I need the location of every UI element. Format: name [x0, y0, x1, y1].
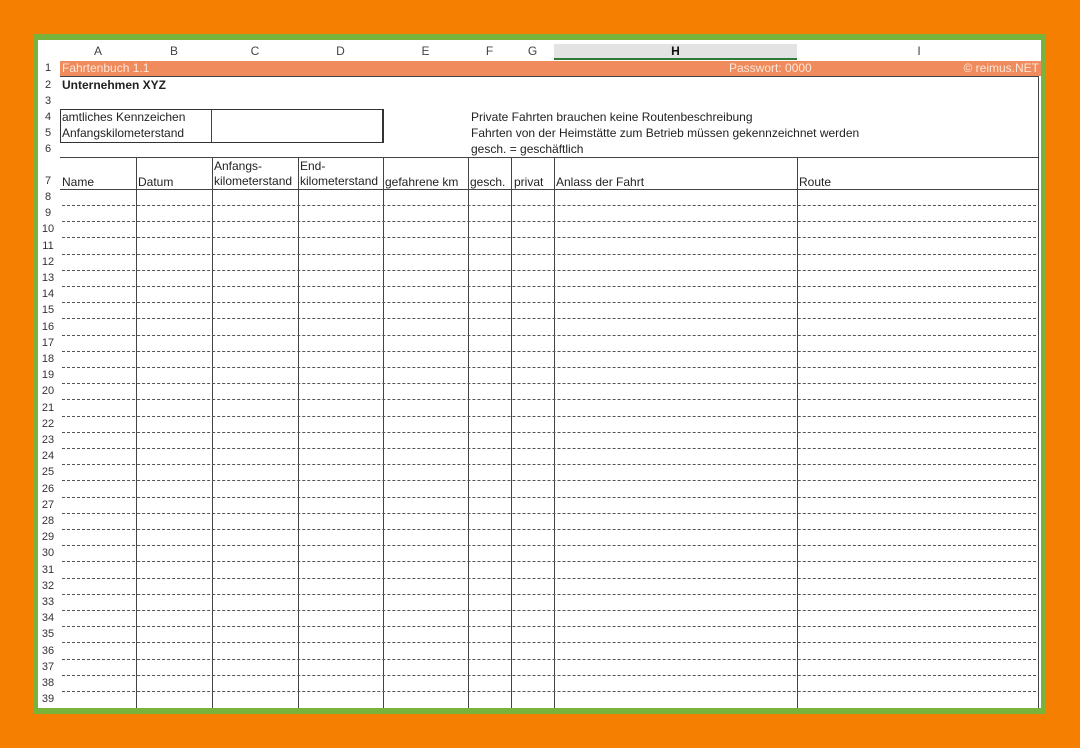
table-row-line [62, 675, 1036, 676]
table-row-line [62, 545, 1036, 546]
table-row-line [62, 513, 1036, 514]
header-gesch: gesch. [470, 175, 506, 189]
row-number[interactable]: 9 [44, 207, 52, 220]
row-number[interactable]: 26 [41, 482, 55, 495]
row-number[interactable]: 17 [41, 336, 55, 349]
table-row-line [62, 286, 1036, 287]
table-row-line [62, 383, 1036, 384]
header-anfangs-bottom: kilometerstand [214, 174, 293, 188]
table-row-line [62, 626, 1036, 627]
column-header-h[interactable]: H [554, 44, 797, 60]
header-anlass: Anlass der Fahrt [556, 175, 645, 189]
table-row-line [62, 529, 1036, 530]
table-row-line [62, 318, 1036, 319]
table-row-line [62, 351, 1036, 352]
row-number[interactable]: 36 [41, 644, 55, 657]
note-abbrev: gesch. = geschäftlich [471, 142, 584, 156]
header-route: Route [799, 175, 832, 189]
row-number[interactable]: 11 [42, 239, 54, 252]
table-row-line [62, 578, 1036, 579]
plate-label: amtliches Kennzeichen [62, 110, 186, 124]
row-number[interactable]: 4 [44, 111, 52, 123]
row-number[interactable]: 37 [41, 660, 55, 673]
table-row-line [62, 221, 1036, 222]
row-2-divider [60, 76, 1039, 77]
table-row-line [62, 335, 1036, 336]
row-number[interactable]: 21 [41, 401, 55, 414]
table-row-line [62, 254, 1036, 255]
column-header-b[interactable]: B [169, 44, 178, 58]
row-number[interactable]: 27 [41, 498, 55, 511]
table-header-bottom [60, 189, 1039, 190]
column-header-f[interactable]: F [485, 44, 494, 58]
table-row-line [62, 432, 1036, 433]
plate-input[interactable] [211, 109, 383, 143]
copyright: © reimus.NET [963, 61, 1039, 75]
row-number[interactable]: 1 [44, 62, 52, 74]
row-number[interactable]: 8 [44, 191, 52, 203]
row-number[interactable]: 33 [41, 596, 55, 608]
row-number[interactable]: 29 [41, 531, 55, 544]
table-top-border [60, 157, 1039, 158]
row-number[interactable]: 38 [41, 677, 55, 689]
row-number[interactable]: 39 [41, 693, 55, 706]
row-number[interactable]: 3 [44, 95, 52, 107]
header-name: Name [62, 175, 95, 189]
table-row-line [62, 416, 1036, 417]
row-number[interactable]: 35 [41, 628, 55, 641]
note-home: Fahrten von der Heimstätte zum Betrieb müssen gekennzeichnet werden [471, 126, 860, 140]
column-header-i[interactable]: I [917, 44, 921, 58]
note-private: Private Fahrten brauchen keine Routenbeschreibung [471, 110, 753, 124]
row-number[interactable]: 28 [41, 515, 55, 527]
row-number[interactable]: 12 [41, 255, 55, 268]
table-row-line [62, 497, 1036, 498]
row-number[interactable]: 16 [41, 320, 55, 333]
header-anfangs-top: Anfangs- [214, 159, 263, 173]
app-title: Fahrtenbuch 1.1 [62, 61, 150, 75]
row-number[interactable]: 2 [44, 79, 52, 91]
table-row-line [62, 464, 1036, 465]
table-row-line [62, 367, 1036, 368]
table-row-line [62, 642, 1036, 643]
header-datum: Datum [138, 175, 174, 189]
table-row-line [62, 561, 1036, 562]
title-bar [60, 61, 1041, 76]
table-row-line [62, 659, 1036, 660]
column-header-g[interactable]: G [527, 44, 538, 58]
sheet-right-border [1038, 76, 1039, 708]
column-header-a[interactable]: A [93, 44, 102, 58]
table-row-line [62, 448, 1036, 449]
row-number[interactable]: 31 [41, 563, 55, 576]
row-number[interactable]: 22 [41, 417, 55, 430]
row-number[interactable]: 32 [41, 579, 55, 592]
row-number[interactable]: 14 [41, 288, 55, 301]
table-row-line [62, 302, 1036, 303]
header-end-top: End- [300, 159, 326, 173]
table-row-line [62, 610, 1036, 611]
table-row-line [62, 480, 1036, 481]
table-row-line [62, 691, 1036, 692]
column-header-c[interactable]: C [250, 44, 260, 58]
row-number[interactable]: 18 [41, 353, 55, 365]
row-number[interactable]: 19 [41, 369, 55, 382]
company-name: Unternehmen XYZ [62, 78, 167, 92]
row-number[interactable]: 25 [41, 466, 55, 479]
row-number[interactable]: 23 [41, 434, 55, 446]
row-number[interactable]: 24 [41, 450, 55, 463]
table-row-line [62, 205, 1036, 206]
start-km-label: Anfangskilometerstand [62, 126, 185, 140]
table-row-line [62, 270, 1036, 271]
header-end-bottom: kilometerstand [300, 174, 379, 188]
row-number[interactable]: 34 [41, 612, 55, 625]
row-number[interactable]: 6 [44, 143, 52, 155]
row-number[interactable]: 30 [41, 547, 55, 560]
spreadsheet [38, 40, 1041, 708]
column-header-d[interactable]: D [336, 44, 345, 58]
row-number[interactable]: 10 [41, 223, 55, 236]
column-header-e[interactable]: E [421, 44, 430, 58]
password-hint: Passwort: 0000 [729, 61, 812, 75]
header-gefahrene-km: gefahrene km [385, 175, 459, 189]
table-row-line [62, 237, 1036, 238]
header-privat: privat [514, 175, 544, 189]
row-number[interactable]: 15 [41, 304, 55, 317]
row-number[interactable]: 5 [44, 127, 52, 139]
table-row-line [62, 594, 1036, 595]
row-number[interactable]: 20 [41, 385, 55, 398]
row-number[interactable]: 7 [44, 175, 52, 187]
table-row-line [62, 399, 1036, 400]
row-number[interactable]: 13 [41, 272, 55, 284]
